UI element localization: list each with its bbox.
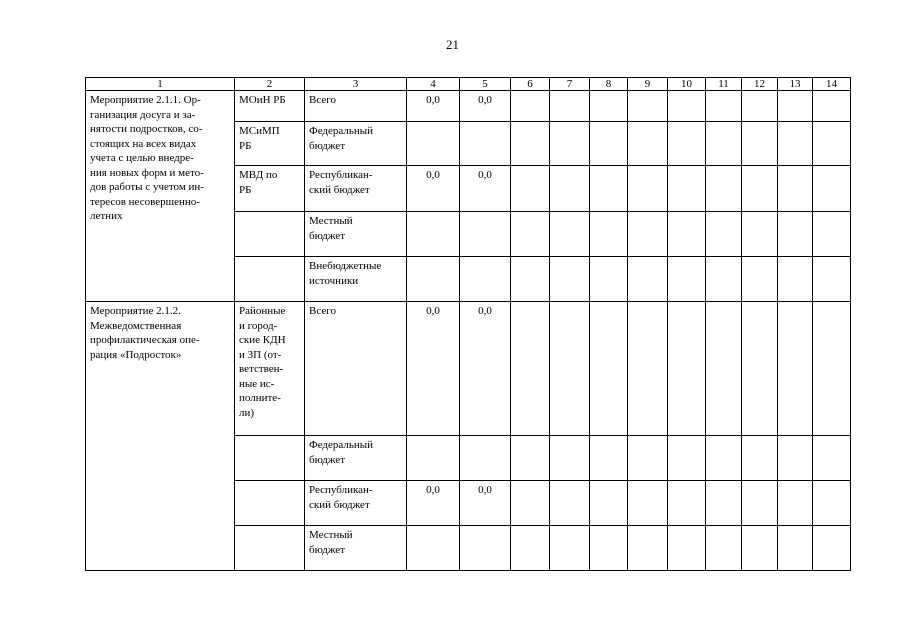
measure-title-line: стоящих на всех видах [90, 137, 197, 150]
executor-cell [235, 526, 305, 571]
empty-value-cell [706, 91, 742, 122]
empty-value-cell [590, 436, 628, 481]
empty-value-cell [668, 166, 706, 212]
empty-value-cell [813, 302, 851, 436]
measure-title-line: дов работы с учетом ин- [90, 181, 204, 193]
empty-value-cell [511, 257, 550, 302]
empty-value-cell [778, 91, 813, 122]
empty-value-cell [813, 212, 851, 257]
empty-value-cell [706, 526, 742, 571]
empty-value-cell [511, 166, 550, 212]
value-cell-v5 [460, 212, 511, 257]
executor-line: ские КДН [239, 334, 286, 346]
executor-line: Районные [239, 305, 286, 317]
funding-source-line: ский бюджет [309, 498, 370, 511]
funding-source-cell [305, 526, 407, 571]
empty-value-cell [742, 122, 778, 166]
empty-value-cell [628, 212, 668, 257]
empty-value-cell [550, 257, 590, 302]
empty-value-cell [511, 481, 550, 526]
value-cell-v4: 0,0 [407, 91, 460, 122]
funding-source-cell [305, 257, 407, 302]
column-number-6: 6 [511, 78, 550, 91]
value-cell-v4: 0,0 [407, 481, 460, 526]
empty-value-cell [628, 302, 668, 436]
empty-value-cell [590, 257, 628, 302]
empty-value-cell [706, 122, 742, 166]
executor-cell [235, 257, 305, 302]
value-cell-v5 [460, 526, 511, 571]
column-number-1: 1 [86, 78, 235, 91]
empty-value-cell [706, 166, 742, 212]
empty-value-cell [550, 91, 590, 122]
funding-source-line: Местный [309, 215, 353, 227]
value-cell-v4: 0,0 [407, 302, 460, 436]
empty-value-cell [778, 257, 813, 302]
value-cell-v4 [407, 122, 460, 166]
funding-source-line: Республикан- [309, 484, 373, 496]
empty-value-cell [742, 526, 778, 571]
empty-value-cell [628, 481, 668, 526]
value-cell-v5 [460, 436, 511, 481]
executor-line: МСиМП [239, 125, 280, 137]
empty-value-cell [668, 122, 706, 166]
empty-value-cell [706, 481, 742, 526]
empty-value-cell [668, 257, 706, 302]
empty-value-cell [778, 481, 813, 526]
funding-source-cell [305, 302, 407, 436]
value-cell-v4 [407, 526, 460, 571]
funding-source-line: бюджет [309, 543, 345, 556]
measure-title-line: ганизация досуга и за- [90, 108, 196, 121]
executor-line: МОиН РБ [239, 94, 286, 106]
empty-value-cell [813, 481, 851, 526]
value-cell-v5: 0,0 [460, 481, 511, 526]
empty-value-cell [706, 257, 742, 302]
empty-value-cell [813, 436, 851, 481]
column-number-3: 3 [305, 78, 407, 91]
empty-value-cell [778, 436, 813, 481]
value-cell-v4 [407, 436, 460, 481]
value-cell-v5: 0,0 [460, 91, 511, 122]
executor-cell [235, 302, 305, 436]
empty-value-cell [778, 212, 813, 257]
empty-value-cell [628, 166, 668, 212]
empty-value-cell [590, 91, 628, 122]
funding-source-line: ский бюджет [309, 183, 370, 196]
funding-source-cell [305, 436, 407, 481]
empty-value-cell [742, 481, 778, 526]
executor-cell [235, 212, 305, 257]
executor-line: РБ [239, 183, 252, 196]
executor-cell [235, 91, 305, 122]
empty-value-cell [628, 526, 668, 571]
empty-value-cell [590, 122, 628, 166]
funding-source-line: Всего [309, 94, 336, 106]
empty-value-cell [550, 122, 590, 166]
measure-title-line: ния новых форм и мето- [90, 166, 204, 179]
empty-value-cell [550, 302, 590, 436]
value-cell-v4 [407, 257, 460, 302]
measure-title-line: рация «Подросток» [90, 348, 182, 361]
funding-source-line: Внебюджетные [309, 260, 382, 272]
budget-table [85, 77, 851, 571]
empty-value-cell [590, 526, 628, 571]
empty-value-cell [706, 212, 742, 257]
funding-source-line: Республикан- [309, 169, 373, 181]
table-row [86, 302, 851, 436]
empty-value-cell [813, 526, 851, 571]
empty-value-cell [668, 526, 706, 571]
funding-source-cell [305, 212, 407, 257]
empty-value-cell [550, 166, 590, 212]
column-number-row [86, 78, 851, 91]
executor-cell [235, 122, 305, 166]
empty-value-cell [668, 436, 706, 481]
column-number-10: 10 [668, 78, 706, 91]
funding-source-cell [305, 91, 407, 122]
executor-line: и ЗП (от- [239, 348, 282, 361]
empty-value-cell [511, 212, 550, 257]
executor-line: полните- [239, 392, 281, 404]
empty-value-cell [668, 212, 706, 257]
funding-source-line: бюджет [309, 139, 345, 152]
empty-value-cell [742, 302, 778, 436]
empty-value-cell [511, 302, 550, 436]
empty-value-cell [511, 122, 550, 166]
empty-value-cell [742, 436, 778, 481]
empty-value-cell [550, 436, 590, 481]
executor-line: РБ [239, 139, 252, 152]
column-number-2: 2 [235, 78, 305, 91]
table-body [86, 78, 851, 571]
funding-source-cell [305, 122, 407, 166]
empty-value-cell [590, 302, 628, 436]
empty-value-cell [813, 122, 851, 166]
empty-value-cell [813, 166, 851, 212]
measure-title-line: Мероприятие 2.1.2. [90, 305, 181, 317]
empty-value-cell [778, 166, 813, 212]
empty-value-cell [668, 481, 706, 526]
page-number: 21 [446, 37, 459, 52]
value-cell-v5: 0,0 [460, 166, 511, 212]
column-number-14: 14 [813, 78, 851, 91]
empty-value-cell [742, 212, 778, 257]
empty-value-cell [590, 481, 628, 526]
empty-value-cell [628, 91, 668, 122]
empty-value-cell [511, 526, 550, 571]
empty-value-cell [778, 526, 813, 571]
executor-cell [235, 481, 305, 526]
value-cell-v4: 0,0 [407, 166, 460, 212]
empty-value-cell [550, 212, 590, 257]
executor-cell [235, 436, 305, 481]
empty-value-cell [628, 257, 668, 302]
funding-source-cell [305, 166, 407, 212]
funding-source-line: Всего [309, 305, 336, 317]
column-number-11: 11 [706, 78, 742, 91]
empty-value-cell [590, 212, 628, 257]
empty-value-cell [813, 91, 851, 122]
value-cell-v5: 0,0 [460, 302, 511, 436]
empty-value-cell [628, 436, 668, 481]
empty-value-cell [511, 91, 550, 122]
column-number-13: 13 [778, 78, 813, 91]
empty-value-cell [668, 91, 706, 122]
empty-value-cell [742, 257, 778, 302]
value-cell-v4 [407, 212, 460, 257]
empty-value-cell [628, 122, 668, 166]
measure-title [86, 302, 235, 571]
empty-value-cell [590, 166, 628, 212]
column-number-9: 9 [628, 78, 668, 91]
executor-cell [235, 166, 305, 212]
measure-title-line: учета с целью внедре- [90, 152, 194, 164]
measure-title [86, 91, 235, 302]
value-cell-v5 [460, 257, 511, 302]
measure-title-line: нятости подростков, со- [90, 123, 203, 135]
empty-value-cell [511, 436, 550, 481]
measure-title-line: тересов несовершенно- [90, 195, 200, 208]
executor-line: МВД по [239, 169, 278, 181]
executor-line: ли) [239, 406, 255, 419]
measure-title-line: летних [90, 210, 123, 222]
empty-value-cell [778, 302, 813, 436]
measure-title-line: Мероприятие 2.1.1. Ор- [90, 94, 201, 106]
funding-source-line: бюджет [309, 453, 345, 466]
measure-title-line: профилактическая опе- [90, 334, 200, 346]
table-row [86, 91, 851, 122]
funding-source-line: Местный [309, 529, 353, 541]
empty-value-cell [742, 91, 778, 122]
empty-value-cell [550, 481, 590, 526]
column-number-7: 7 [550, 78, 590, 91]
empty-value-cell [742, 166, 778, 212]
funding-source-line: Федеральный [309, 125, 374, 137]
column-number-5: 5 [460, 78, 511, 91]
column-number-4: 4 [407, 78, 460, 91]
funding-source-cell [305, 481, 407, 526]
funding-source-line: бюджет [309, 229, 345, 242]
funding-source-line: источники [309, 274, 359, 287]
funding-source-line: Федеральный [309, 439, 374, 451]
empty-value-cell [668, 302, 706, 436]
empty-value-cell [706, 302, 742, 436]
executor-line: ные ис- [239, 377, 275, 390]
measure-title-line: Межведомственная [90, 319, 182, 332]
executor-line: и город- [239, 319, 278, 332]
column-number-8: 8 [590, 78, 628, 91]
value-cell-v5 [460, 122, 511, 166]
empty-value-cell [550, 526, 590, 571]
empty-value-cell [706, 436, 742, 481]
executor-line: ветствен- [239, 363, 284, 375]
column-number-12: 12 [742, 78, 778, 91]
empty-value-cell [813, 257, 851, 302]
empty-value-cell [778, 122, 813, 166]
